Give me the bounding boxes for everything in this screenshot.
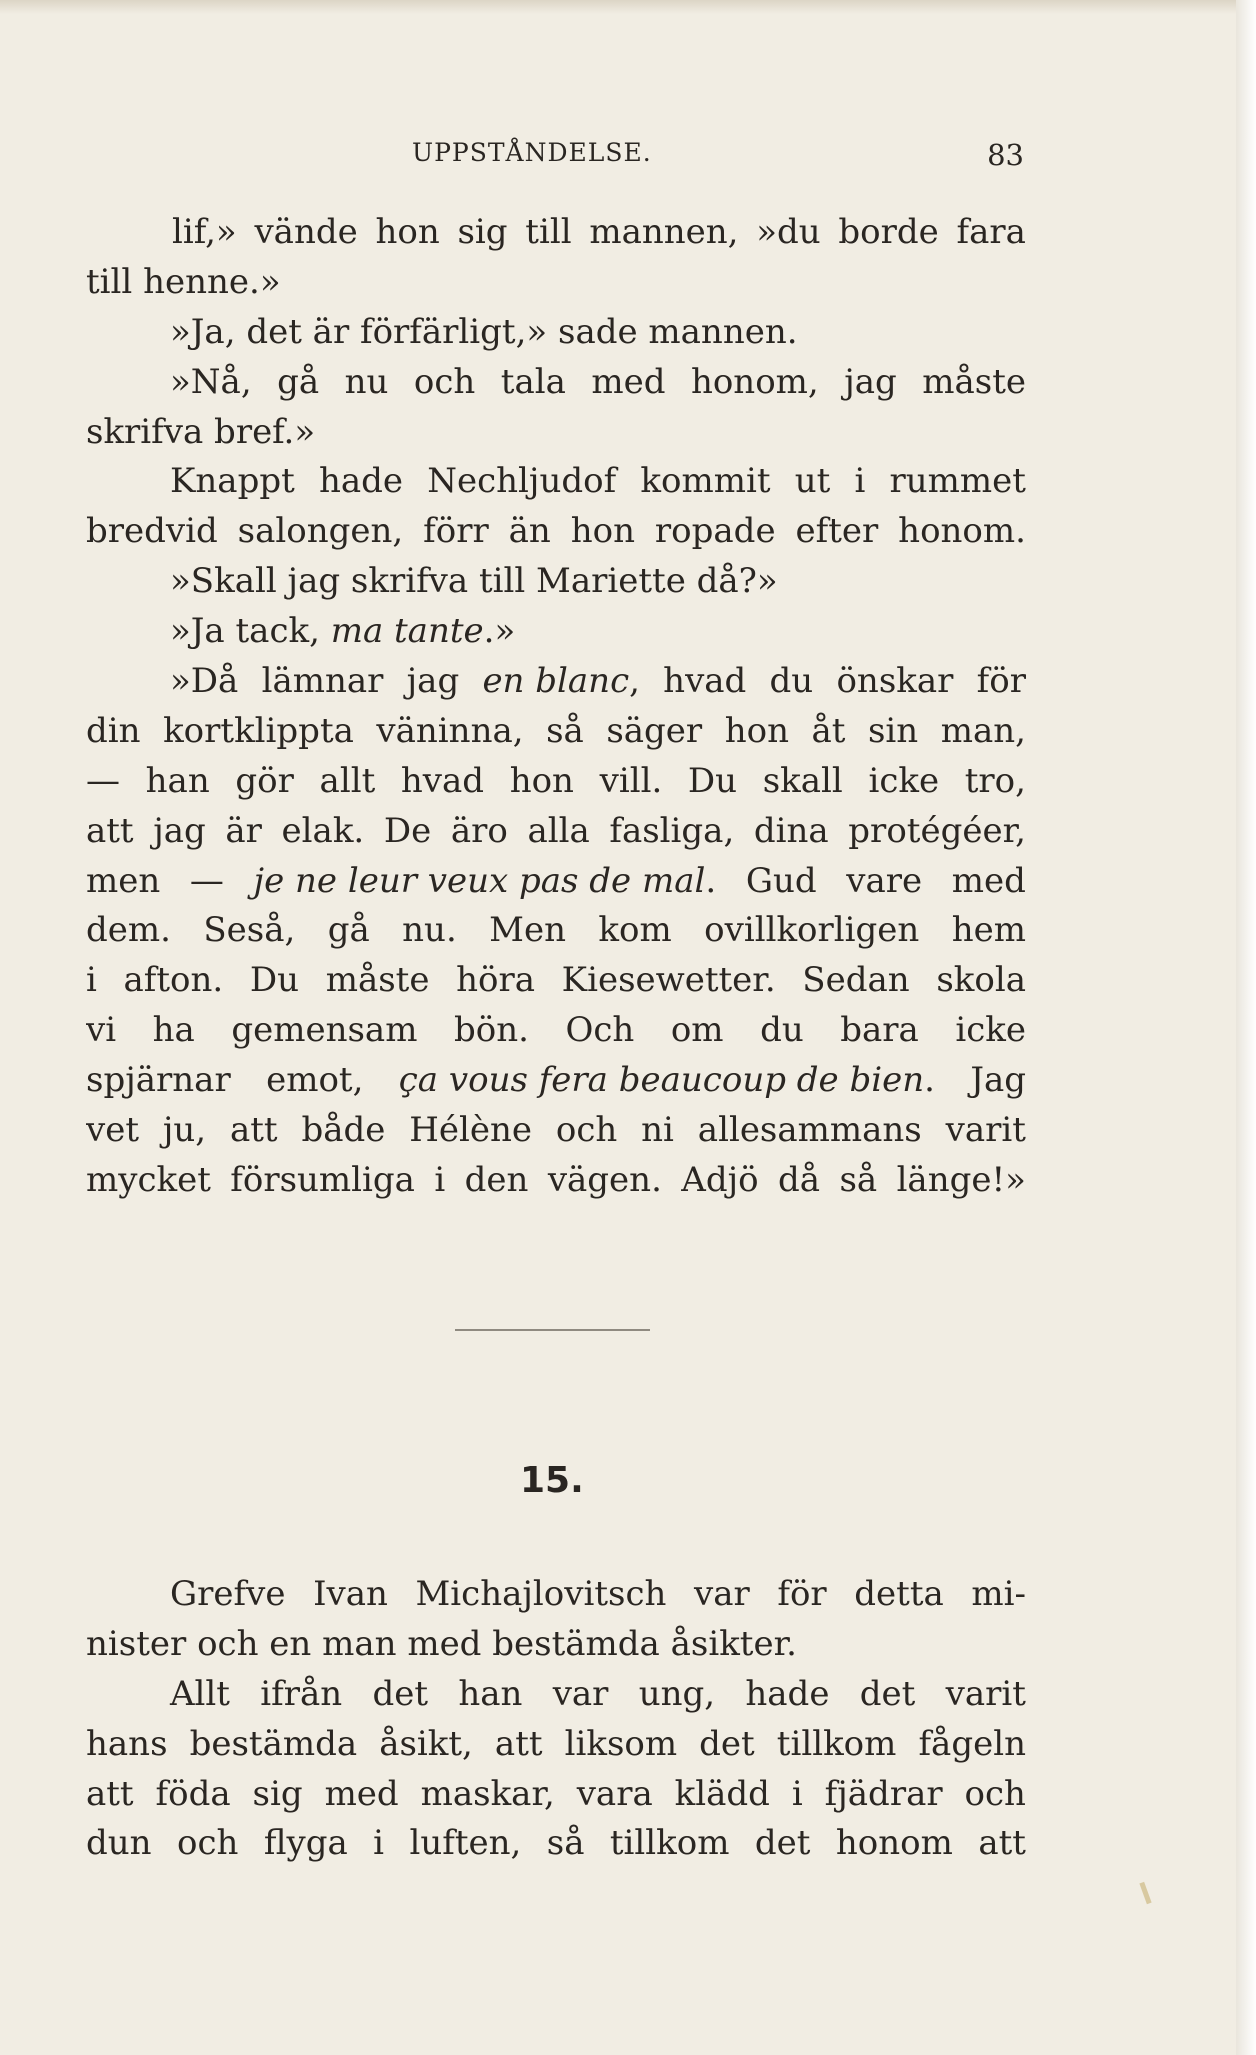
text-line	[86, 308, 1026, 358]
word: vara	[576, 1773, 653, 1814]
word: allt	[319, 760, 376, 801]
word: hem	[951, 910, 1026, 951]
word: höra	[456, 960, 536, 1001]
word: fjädrar	[824, 1773, 943, 1814]
word: att	[86, 1773, 134, 1814]
word: skall	[762, 760, 843, 801]
word: att	[229, 1110, 278, 1151]
word: »Ja tack, ma tante.»	[170, 611, 516, 652]
word: var	[694, 1574, 750, 1614]
text-line	[86, 1056, 1026, 1106]
word: i	[854, 461, 866, 502]
word: borde	[838, 212, 939, 252]
word: hon	[724, 710, 789, 751]
word: spjärnar	[86, 1060, 231, 1101]
word: sin	[867, 710, 919, 751]
word: Ivan	[313, 1574, 388, 1614]
text-line	[86, 657, 1026, 707]
word: skola	[936, 960, 1026, 1001]
word: Knappt	[170, 461, 295, 502]
word: Jag	[970, 1060, 1026, 1101]
text-line	[86, 358, 1026, 408]
word: tro,	[964, 760, 1026, 801]
word: bön.	[453, 1010, 529, 1051]
word: efter	[795, 511, 879, 552]
word: han	[458, 1673, 523, 1714]
word: nu.	[402, 910, 457, 951]
word: men	[86, 860, 161, 901]
word: gå	[277, 361, 320, 402]
word: nu	[344, 361, 389, 402]
word: flyga	[263, 1823, 348, 1864]
word: hade	[318, 461, 404, 502]
word: »Skall jag skrifva till Mariette då?»	[170, 561, 778, 602]
word: Allt	[170, 1673, 230, 1714]
page-edge	[1236, 0, 1256, 2055]
word: vägen.	[547, 1159, 662, 1200]
paper-stain	[1139, 1882, 1151, 1904]
word: varit	[945, 1673, 1026, 1714]
chapter-text-block	[86, 1570, 1026, 1869]
word: i	[791, 1773, 803, 1814]
word: detta	[854, 1574, 944, 1614]
word: ça vous fera beaucoup de bien.	[398, 1060, 935, 1101]
page-top-shadow	[0, 0, 1236, 14]
word: föda	[155, 1773, 231, 1814]
word: mi-	[971, 1574, 1026, 1614]
word: i	[434, 1159, 446, 1200]
word: fara	[956, 212, 1026, 252]
italic-phrase: ça vous fera beaucoup de bien	[398, 1060, 925, 1101]
word: lämnar	[261, 661, 384, 702]
section-divider	[455, 1329, 650, 1331]
word: åsikt,	[379, 1723, 473, 1764]
text-line	[86, 1770, 1026, 1820]
word: till	[525, 212, 572, 252]
word: förr	[423, 511, 489, 552]
word: Du	[687, 760, 738, 801]
word: gemensam	[231, 1010, 418, 1051]
text-line	[86, 507, 1026, 557]
word: bestämda	[189, 1723, 358, 1764]
word: »Då	[170, 661, 239, 702]
word: väninna,	[376, 710, 524, 751]
word: att	[494, 1723, 543, 1764]
section-number: 15.	[520, 1460, 584, 1501]
word: och	[964, 1773, 1026, 1814]
word: luften,	[409, 1823, 522, 1864]
word: De	[383, 810, 432, 851]
word: bredvid	[86, 511, 218, 552]
word: Sedan	[802, 960, 910, 1001]
word: åt	[811, 710, 846, 751]
word: tillkom	[609, 1823, 730, 1864]
word: nister och en man med bestämda åsikter.	[86, 1623, 797, 1664]
word: att	[978, 1823, 1026, 1864]
word: »Ja, det är förfärligt,» sade mannen.	[170, 311, 798, 352]
word: maskar,	[420, 1773, 555, 1814]
word: allesammans	[697, 1110, 922, 1151]
word: med	[951, 860, 1026, 901]
word: jag	[844, 361, 897, 402]
word: att	[86, 810, 134, 851]
word: det	[372, 1673, 429, 1714]
word: Michajlovitsch	[415, 1574, 667, 1614]
text-line	[86, 906, 1026, 956]
word: äro	[450, 810, 508, 851]
word: med	[591, 361, 666, 402]
text-line	[86, 1156, 1026, 1206]
word: tillkom	[776, 1723, 897, 1764]
word: varit	[945, 1110, 1026, 1151]
word: gör	[235, 760, 294, 801]
text-line	[86, 1819, 1026, 1869]
word: bara	[840, 1010, 919, 1051]
text-line	[86, 607, 1026, 657]
text-line	[86, 258, 1026, 308]
running-head: UPPSTÅNDELSE.	[412, 138, 652, 167]
word: fasliga,	[609, 810, 735, 851]
italic-phrase: en blanc	[482, 661, 630, 702]
word: —	[189, 860, 224, 901]
word: dem.	[86, 910, 171, 951]
word: om	[670, 1010, 724, 1051]
word: Kiesewetter.	[561, 960, 776, 1001]
word: Nechljudof	[427, 461, 617, 502]
word: det	[754, 1823, 811, 1864]
word: hvad	[663, 661, 747, 702]
word: rummet	[889, 461, 1026, 502]
text-line	[86, 1670, 1026, 1720]
text-line	[86, 956, 1026, 1006]
word: alla	[527, 810, 590, 851]
word: jag	[153, 810, 206, 851]
text-line	[86, 1570, 1026, 1620]
word: Gud	[745, 860, 817, 901]
word: honom	[835, 1823, 953, 1864]
text-line	[86, 707, 1026, 757]
word: ju,	[162, 1110, 207, 1151]
word: vill.	[599, 760, 663, 801]
word: den	[464, 1159, 529, 1200]
word: je ne leur veux pas de mal.	[253, 860, 717, 901]
word: ung,	[638, 1673, 716, 1714]
word: med	[324, 1773, 399, 1814]
word: hade	[745, 1673, 830, 1714]
word: det	[699, 1723, 755, 1764]
word: jag	[406, 661, 460, 702]
word: måste	[325, 960, 430, 1001]
text-line	[86, 457, 1026, 507]
word: och	[555, 1110, 618, 1151]
word: vare	[846, 860, 923, 901]
text-line	[86, 1006, 1026, 1056]
word: »du	[756, 212, 821, 252]
word: kommit	[640, 461, 771, 502]
word: vet	[86, 1110, 139, 1151]
word: till henne.»	[86, 261, 281, 302]
word: mycket	[86, 1159, 211, 1200]
text-line	[86, 757, 1026, 807]
word: elak.	[281, 810, 365, 851]
word: gå	[327, 910, 370, 951]
word: än	[508, 511, 551, 552]
word: Men	[489, 910, 567, 951]
word: ropade	[654, 511, 776, 552]
word: vi	[86, 1010, 117, 1051]
word: vände	[254, 212, 358, 252]
word: för	[777, 1574, 827, 1614]
word: lif,»	[172, 212, 237, 252]
word: ifrån	[260, 1673, 343, 1714]
word: hans	[86, 1723, 168, 1764]
text-line	[86, 1720, 1026, 1770]
word: tala	[500, 361, 566, 402]
word: du	[760, 1010, 804, 1051]
word: kortklippta	[163, 710, 354, 751]
word: så	[839, 1159, 878, 1200]
word: icke	[868, 760, 940, 801]
page-header	[0, 138, 1236, 178]
word: och	[413, 361, 476, 402]
word: så	[546, 1823, 585, 1864]
text-line	[86, 408, 1026, 458]
word: önskar	[836, 661, 954, 702]
word: hon	[375, 212, 440, 252]
word: liksom	[564, 1723, 678, 1764]
word: i	[373, 1823, 385, 1864]
word: säger	[606, 710, 703, 751]
word: är	[225, 810, 262, 851]
word: sig	[252, 1773, 303, 1814]
word: kom	[598, 910, 672, 951]
word: du	[769, 661, 814, 702]
word: honom.	[898, 511, 1026, 552]
word: —	[86, 760, 120, 801]
word: ovillkorligen	[704, 910, 920, 951]
italic-phrase: je ne leur veux pas de mal	[253, 860, 706, 901]
word: var	[552, 1673, 609, 1714]
page-number: 83	[987, 138, 1024, 172]
word: hvad	[400, 760, 485, 801]
word: försumliga	[230, 1159, 415, 1200]
word: fågeln	[918, 1723, 1026, 1764]
word: i	[86, 960, 97, 1001]
word: afton.	[123, 960, 224, 1001]
word: »Nå,	[170, 361, 252, 402]
dialogue-text-block	[86, 208, 1026, 1206]
word: Grefve	[170, 1574, 286, 1614]
word: Hélène	[409, 1110, 533, 1151]
text-line	[86, 208, 1026, 258]
word: mannen,	[589, 212, 739, 252]
word: för	[976, 661, 1026, 702]
word: han	[145, 760, 210, 801]
word: man,	[940, 710, 1026, 751]
word: protégéer,	[848, 810, 1026, 851]
text-line	[86, 1106, 1026, 1156]
word: icke	[955, 1010, 1026, 1051]
word: då	[778, 1159, 821, 1200]
word: emot,	[266, 1060, 364, 1101]
word: dun	[86, 1823, 152, 1864]
word: Du	[249, 960, 300, 1001]
word: sig	[457, 212, 508, 252]
word: hon	[509, 760, 574, 801]
word: honom,	[690, 361, 819, 402]
word: ha	[152, 1010, 195, 1051]
word: Och	[565, 1010, 635, 1051]
word: salongen,	[237, 511, 404, 552]
word: klädd	[674, 1773, 770, 1814]
word: Adjö	[681, 1159, 759, 1200]
text-line	[86, 557, 1026, 607]
word: måste	[922, 361, 1026, 402]
word: ni	[641, 1110, 674, 1151]
text-line	[86, 807, 1026, 857]
text-line	[86, 1620, 1026, 1670]
word: skrifva bref.»	[86, 411, 316, 452]
word: ut	[794, 461, 831, 502]
word: din	[86, 710, 141, 751]
word: så	[546, 710, 584, 751]
word: både	[301, 1110, 386, 1151]
word: länge!»	[896, 1159, 1026, 1200]
word: hon	[570, 511, 635, 552]
word: och	[176, 1823, 239, 1864]
word: det	[859, 1673, 916, 1714]
text-line	[86, 857, 1026, 907]
italic-phrase: ma tante	[330, 611, 484, 652]
word: en blanc,	[482, 661, 640, 702]
word: Seså,	[203, 910, 296, 951]
word: dina	[753, 810, 829, 851]
